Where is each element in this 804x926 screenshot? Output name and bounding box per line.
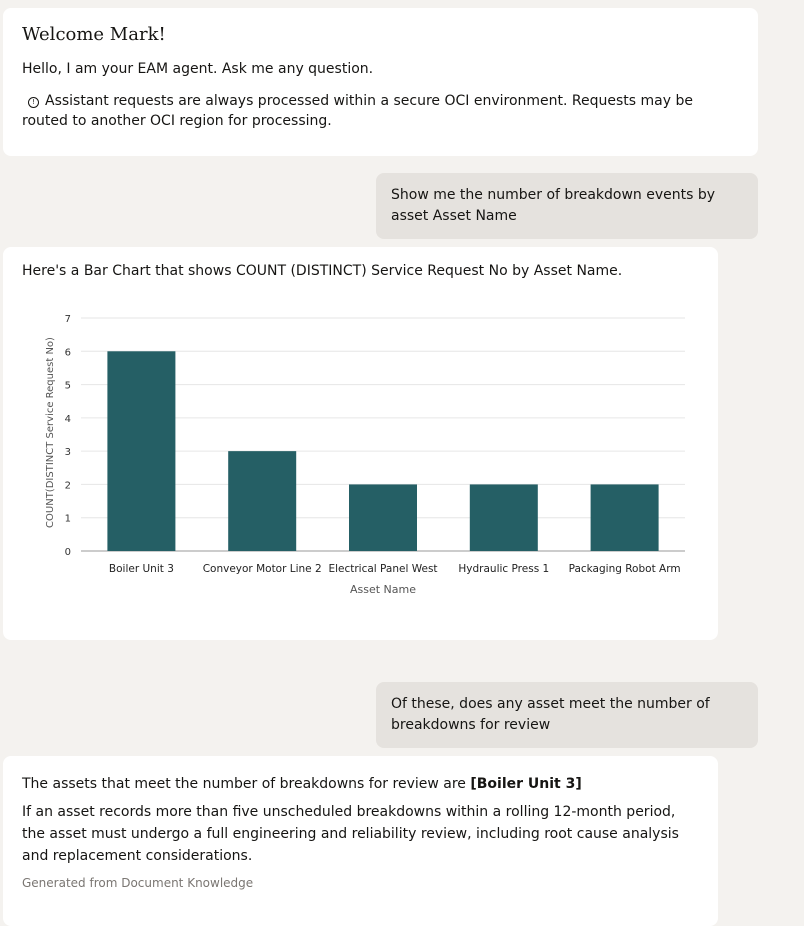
answer-body: If an asset records more than five unscheduled breakdowns within a rolling 12-month period, the asset must undergo a full engineering and reliability review, including root cause analysis and replacement considerations. xyxy=(22,804,679,864)
x-tick-label: Packaging Robot Arm xyxy=(568,563,681,575)
y-axis-title: COUNT(DISTINCT Service Request No) xyxy=(45,337,56,528)
answer-summary xyxy=(22,776,699,792)
bar-electrical-panel-west xyxy=(349,484,417,551)
x-tick-label: Conveyor Motor Line 2 xyxy=(202,563,322,575)
assistant-answer-message xyxy=(3,756,718,926)
x-axis-title: Asset Name xyxy=(349,583,417,596)
bar-boiler-unit-3 xyxy=(107,351,175,551)
assistant-chart-message xyxy=(3,247,718,640)
x-tick-label: Electrical Panel West xyxy=(328,563,438,575)
answer-highlight: [Boiler Unit 3] xyxy=(470,776,582,792)
x-tick-label: Boiler Unit 3 xyxy=(108,563,174,575)
y-tick-label: 3 xyxy=(64,447,71,459)
user-message xyxy=(376,173,758,239)
y-tick-label: 6 xyxy=(64,347,71,359)
y-tick-label: 5 xyxy=(64,380,71,392)
x-tick-label: Hydraulic Press 1 xyxy=(458,563,550,575)
bar-chart xyxy=(3,247,718,640)
y-tick-label: 1 xyxy=(64,513,71,525)
welcome-card xyxy=(3,8,758,156)
security-notice-text: Assistant requests are always processed within a secure OCI environment. Requests may be routed to another OCI region for processing. xyxy=(22,93,693,129)
bar-conveyor-motor-line-2 xyxy=(228,451,296,551)
chart-intro-text: Here's a Bar Chart that shows COUNT (DISTINCT) Service Request No by Asset Name. xyxy=(22,263,623,279)
y-tick-label: 0 xyxy=(64,547,71,558)
y-tick-label: 7 xyxy=(64,314,71,325)
welcome-title: Welcome Mark! xyxy=(22,24,166,45)
y-tick-label: 2 xyxy=(64,480,71,492)
user-message-text: Show me the number of breakdown events by asset Asset Name xyxy=(391,187,716,224)
user-message xyxy=(376,682,758,748)
bar-hydraulic-press-1 xyxy=(470,484,538,551)
info-icon: ! xyxy=(28,97,39,108)
bar-packaging-robot-arm xyxy=(591,484,659,551)
y-tick-label: 4 xyxy=(64,413,71,425)
user-message-text: Of these, does any asset meet the number of breakdowns for review xyxy=(391,696,710,733)
security-notice xyxy=(22,91,739,131)
answer-prefix: The assets that meet the number of breakdowns for review are xyxy=(22,776,471,792)
welcome-greeting: Hello, I am your EAM agent. Ask me any question. xyxy=(22,61,374,77)
answer-source: Generated from Document Knowledge xyxy=(22,876,254,890)
